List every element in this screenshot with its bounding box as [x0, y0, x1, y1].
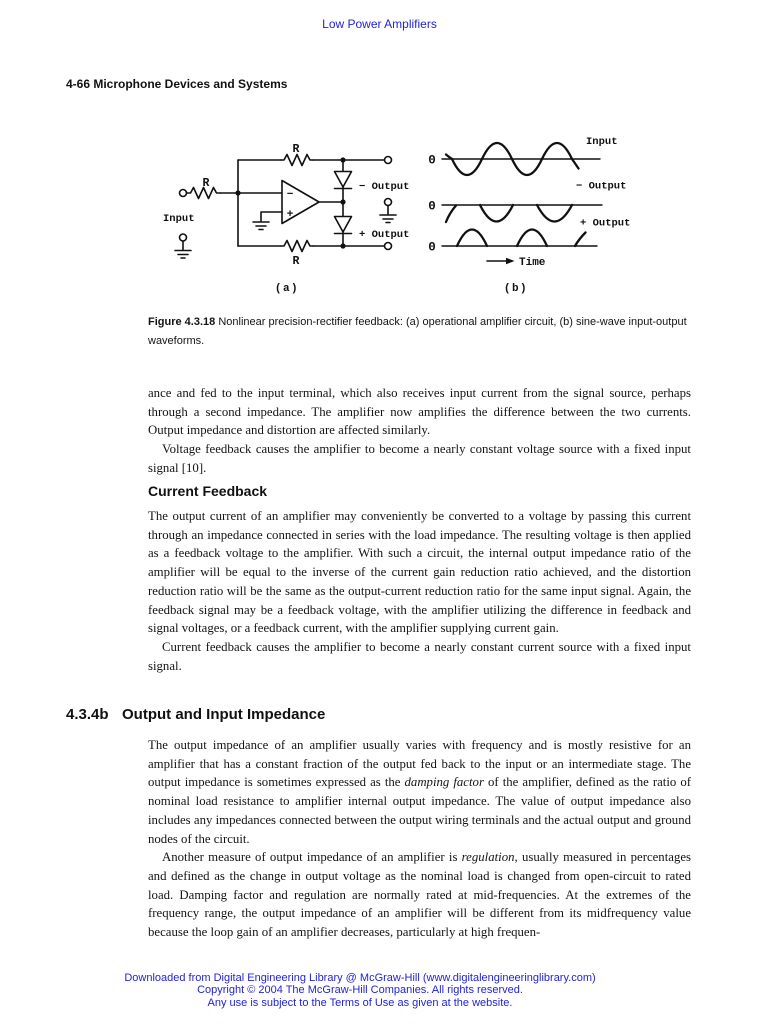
- text-run: of the amplifier, defined as the ratio of nominal load resistance to amplifier internal output impedance. The value of output impedance also includes any impedances connected between the output wiring terminals and the actual output and ground nodes of the circuit.: [148, 775, 692, 846]
- paragraph: Current feedback causes the amplifier to become a nearly constant current source with a fixed input signal.: [148, 639, 691, 673]
- diode-bottom: [335, 217, 352, 233]
- input-ground-terminal: [180, 234, 187, 241]
- page-heading: 4-66 Microphone Devices and Systems: [66, 77, 288, 91]
- label-zero-2: 0: [428, 199, 436, 214]
- impedance-body: [148, 736, 691, 942]
- text-run: The output impedance of an amplifier usually varies with frequency and is mostly resistive for an amplifier that has a constant fraction of the output fed back to the input or an intermediate stage. The output impedance is sometimes expressed as the: [148, 738, 691, 790]
- running-header: Low Power Amplifiers: [322, 17, 437, 31]
- italic-term-damping-factor: damping factor: [404, 775, 484, 790]
- section-number: 4.3.4b: [66, 706, 109, 723]
- footer-line-download: Downloaded from Digital Engineering Library @ McGraw-Hill (www.digitalengineeringlibrary.com): [124, 972, 596, 984]
- label-sub-a: (a): [274, 283, 300, 295]
- section-title: Output and Input Impedance: [122, 706, 326, 723]
- paragraph: [148, 736, 691, 848]
- wire-opamp-plus: [261, 212, 282, 221]
- wave-pos-output: [457, 230, 586, 247]
- junction-dot: [340, 199, 345, 204]
- label-r-top: R: [292, 143, 300, 156]
- footer-line-copyright: Copyright © 2004 The McGraw-Hill Companies. All rights reserved.: [197, 984, 523, 997]
- label-opamp-plus: +: [286, 209, 294, 221]
- ground-input: [175, 251, 191, 259]
- heading-current-feedback: Current Feedback: [148, 483, 268, 499]
- paragraph: [148, 848, 691, 942]
- label-zero-3: 0: [428, 240, 436, 255]
- junction-dot: [340, 243, 345, 248]
- bottom-resistor: [281, 241, 313, 252]
- voltage-feedback-continuation: [148, 384, 691, 478]
- label-r-bottom: R: [292, 255, 300, 268]
- figure-caption-number: Figure 4.3.18: [148, 316, 216, 328]
- label-wave-input: Input: [586, 136, 618, 148]
- label-wave-pos-output: + Output: [580, 217, 631, 230]
- copyright-footer: [0, 972, 720, 1009]
- top-resistor: [281, 155, 313, 166]
- label-wave-neg-output: − Output: [576, 180, 627, 193]
- paragraph: The output current of an amplifier may conveniently be converted to a voltage by passing this current through an impedance connected in series with the load impedance. The resulting voltage is then applied as a feedback voltage to the amplifier. With such a circuit, the internal output impedance ratio of the amplifier will be equal to the inverse of the current gain reduction ratio achieved, and the distortion reduction ratio will be the same as the output-current reduction ratio for the same input signal. Again, the feedback signal may be a feedback voltage, with the amplifier utilizing the difference in feedback and signal voltages, or a feedback current, with the amplifier supplying current gain.: [148, 509, 691, 636]
- text-run: Another measure of output impedance of an amplifier is: [162, 850, 462, 865]
- label-zero-1: 0: [428, 153, 436, 168]
- label-opamp-minus: −: [286, 189, 294, 201]
- right-ground-terminal: [385, 199, 392, 206]
- current-feedback-body: [148, 507, 691, 675]
- italic-term-regulation: regulation: [461, 850, 515, 865]
- wave-neg-output: [446, 205, 572, 222]
- text-run: , usually measured in percentages and defined as the change in output voltage as the nominal load is changed from open-circuit to rated load. Damping factor and regulation are normally rated at mid-frequencies. At the extremes of the frequency range, the output impedance of an amplifier will be different from its midfrequency value because the loop gain of an amplifier decreases, particularly at high frequen-: [148, 850, 692, 940]
- time-arrow-head: [506, 258, 515, 264]
- label-r-in: R: [202, 177, 210, 190]
- ground-right: [380, 215, 396, 223]
- junction-dot: [340, 157, 345, 162]
- label-neg-output-circuit: − Output: [359, 181, 410, 193]
- label-circuit-input: Input: [163, 213, 195, 225]
- label-time: Time: [519, 257, 546, 269]
- input-terminal: [180, 190, 187, 197]
- diode-top: [335, 172, 352, 188]
- neg-output-terminal: [385, 157, 392, 164]
- label-sub-b: (b): [503, 283, 529, 295]
- paragraph: ance and fed to the input terminal, which also receives input current from the signal source, perhaps through a second impedance. The amplifier now amplifies the difference between the two currents. Output impedance and distortion are affected similarly.: [148, 386, 691, 438]
- footer-line-terms: Any use is subject to the Terms of Use as given at the website.: [207, 996, 513, 1009]
- label-pos-output-circuit: + Output: [359, 229, 410, 241]
- paragraph: Voltage feedback causes the amplifier to become a nearly constant voltage source with a fixed input signal [10].: [148, 442, 691, 475]
- junction-dot: [235, 190, 240, 195]
- figure-4-3-18: [140, 126, 650, 304]
- ground-opamp: [253, 222, 269, 230]
- figure-caption-text: Nonlinear precision-rectifier feedback: (a) operational amplifier circuit, (b) sine-wave input-output waveforms.: [148, 316, 687, 347]
- heading-output-input-impedance: [66, 706, 325, 723]
- pos-output-terminal: [385, 243, 392, 250]
- figure-caption: [148, 313, 693, 350]
